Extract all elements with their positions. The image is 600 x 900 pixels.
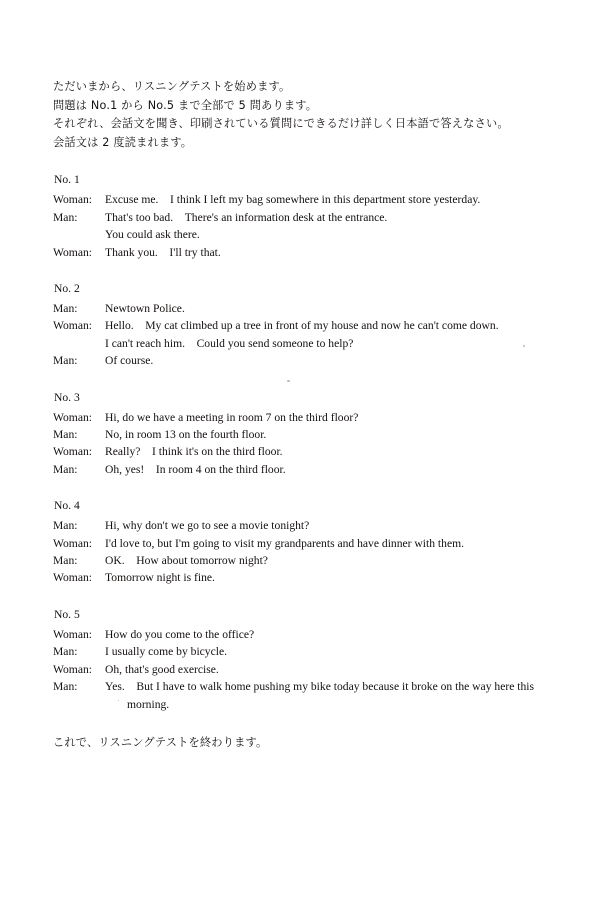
section-label: No. 1 — [54, 173, 80, 187]
intro-line-4: 会話文は 2 度読まれます。 — [53, 135, 193, 149]
speaker-label: Man: — [53, 210, 78, 224]
speaker-label: Woman: — [53, 319, 92, 333]
speaker-label: Man: — [53, 428, 78, 442]
speaker-label: Woman: — [53, 662, 92, 676]
dialogue-line — [53, 209, 550, 226]
utterance-text: Hi, why don't we go to see a movie tonight? — [105, 519, 310, 533]
section-label: No. 2 — [54, 282, 80, 295]
dialogue-line — [53, 661, 550, 678]
intro-line-3: それぞれ、会話文を聞き、印刷されている質問にできるだけ詳しく日本語で答えなさい。 — [53, 117, 509, 131]
dialogue-line — [53, 552, 550, 569]
speaker-label: Woman: — [53, 627, 92, 641]
dialogue-line — [53, 191, 550, 208]
dialogue-line — [53, 678, 550, 695]
dialogue-line — [53, 517, 550, 534]
scan-speckle — [118, 700, 119, 701]
dialogue-line — [53, 244, 550, 261]
speaker-label: Man: — [53, 302, 78, 315]
dialogue-line-continuation — [53, 335, 550, 352]
section-label: No. 5 — [54, 607, 80, 621]
speaker-label: Man: — [53, 354, 78, 368]
dialogue-line — [53, 409, 550, 426]
dialogue-section-4 — [53, 497, 550, 587]
section-label: No. 4 — [54, 499, 80, 513]
dialogue-section-5 — [53, 606, 550, 713]
speaker-label: Woman: — [53, 571, 92, 585]
speaker-label: Woman: — [53, 245, 92, 259]
utterance-text: Really? I think it's on the third floor. — [105, 445, 283, 459]
utterance-text: Hello. My cat climbed up a tree in front of my house and now he can't come down. — [105, 319, 499, 333]
speaker-label: Man: — [53, 519, 78, 533]
closing-line: これで、リスニングテストを終わります。 — [53, 735, 268, 749]
speaker-label: Woman: — [53, 193, 92, 207]
scan-speckle — [287, 380, 290, 382]
dialogue-line — [53, 426, 550, 443]
dialogue-line — [53, 461, 550, 478]
dialogue-line — [53, 535, 550, 552]
intro-line-1: ただいまから、リスニングテストを始めます。 — [53, 80, 291, 93]
utterance-text: OK. How about tomorrow night? — [105, 554, 268, 568]
dialogue-line-continuation — [53, 226, 550, 243]
utterance-text: I usually come by bicycle. — [105, 645, 228, 659]
intro-block — [53, 78, 550, 152]
utterance-text: Excuse me. I think I left my bag somewhere in this department store yesterday. — [105, 193, 481, 207]
speaker-label: Woman: — [53, 536, 92, 550]
utterance-text: Of course. — [105, 354, 154, 368]
dialogue-line — [53, 569, 550, 586]
utterance-text: You could ask there. — [105, 228, 200, 242]
utterance-text: That's too bad. There's an information desk at the entrance. — [105, 210, 388, 224]
utterance-text: Hi, do we have a meeting in room 7 on the third floor? — [105, 410, 359, 424]
utterance-text: No, in room 13 on the fourth floor. — [105, 428, 267, 442]
speaker-label: Woman: — [53, 410, 92, 424]
dialogue-line — [53, 300, 550, 317]
utterance-text: Thank you. I'll try that. — [105, 245, 221, 259]
utterance-text: morning. — [127, 697, 170, 711]
intro-line-2: 問題は No.1 から No.5 まで全部で 5 問あります。 — [53, 98, 318, 112]
utterance-text: Newtown Police. — [105, 302, 185, 315]
speaker-label: Man: — [53, 554, 78, 568]
utterance-text: Yes. But I have to walk home pushing my bike today because it broke on the way here this — [105, 680, 534, 694]
speaker-label: Man: — [53, 645, 78, 659]
dialogue-line — [53, 443, 550, 460]
speaker-label: Man: — [53, 462, 78, 476]
utterance-text: I'd love to, but I'm going to visit my grandparents and have dinner with them. — [105, 536, 465, 550]
utterance-text: Tomorrow night is fine. — [105, 571, 215, 585]
utterance-text: Oh, that's good exercise. — [105, 662, 219, 676]
dialogue-line — [53, 643, 550, 660]
dialogue-line — [53, 317, 550, 334]
dialogue-section-1 — [53, 171, 550, 261]
utterance-text: How do you come to the office? — [105, 627, 255, 641]
dialogue-section-3 — [53, 389, 550, 479]
utterance-text: Oh, yes! In room 4 on the third floor. — [105, 462, 286, 476]
utterance-text: I can't reach him. Could you send someone to help? — [105, 336, 354, 350]
speaker-label: Woman: — [53, 445, 92, 459]
dialogue-line — [53, 352, 550, 369]
scan-speckle — [523, 345, 525, 347]
dialogue-section-2 — [53, 280, 550, 370]
dialogue-line-continuation — [53, 696, 550, 713]
speaker-label: Man: — [53, 680, 78, 694]
dialogue-line — [53, 626, 550, 643]
section-label: No. 3 — [54, 390, 80, 404]
